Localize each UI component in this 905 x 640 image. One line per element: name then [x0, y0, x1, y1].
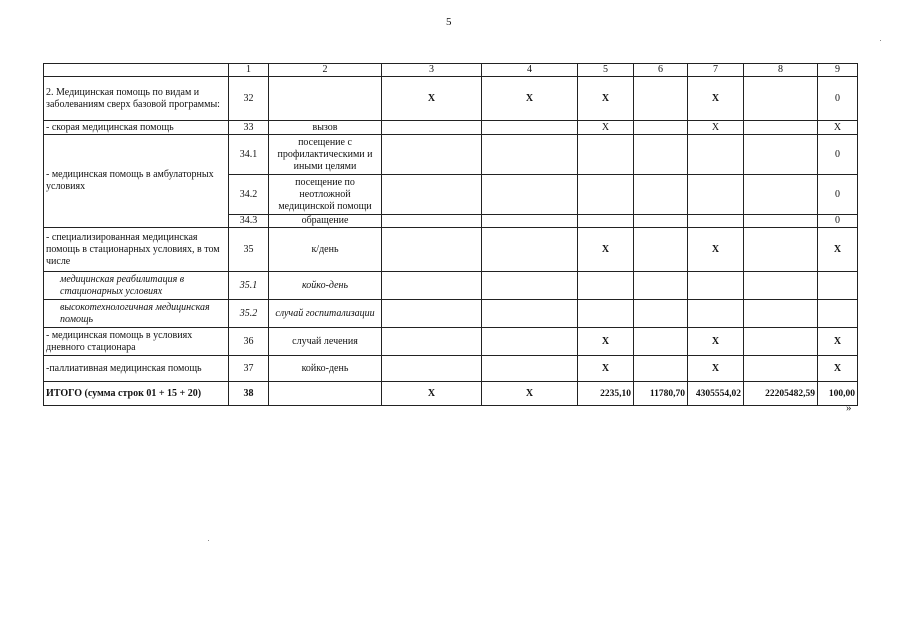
value-cell: 0	[818, 215, 858, 228]
value-cell	[634, 135, 688, 175]
row-label: высокотехнологичная медицинская помощь	[44, 300, 229, 328]
row-number: 34.3	[229, 215, 269, 228]
header-row	[44, 64, 858, 77]
unit-cell	[269, 77, 382, 121]
unit-cell: койко-день	[269, 272, 382, 300]
closing-quote: »	[846, 402, 852, 414]
row-number: 35.1	[229, 272, 269, 300]
value-cell	[634, 77, 688, 121]
value-cell	[634, 175, 688, 215]
row-number: 34.1	[229, 135, 269, 175]
total-row	[44, 382, 858, 406]
value-cell	[578, 272, 634, 300]
row-label: -паллиативная медицинская помощь	[44, 356, 229, 382]
value-cell	[744, 121, 818, 135]
value-cell	[744, 77, 818, 121]
value-cell: X	[818, 328, 858, 356]
table-row	[44, 228, 858, 272]
header-cell: 5	[578, 64, 634, 77]
value-cell: X	[688, 328, 744, 356]
row-label: - медицинская помощь в условиях дневного стационара	[44, 328, 229, 356]
value-cell	[482, 228, 578, 272]
value-cell	[818, 272, 858, 300]
row-label: 2. Медицинская помощь по видам и заболеваниям сверх базовой программы:	[44, 77, 229, 121]
row-number: 37	[229, 356, 269, 382]
unit-cell: к/день	[269, 228, 382, 272]
row-number: 32	[229, 77, 269, 121]
value-cell	[818, 300, 858, 328]
value-cell: 11780,70	[634, 382, 688, 406]
unit-cell: вызов	[269, 121, 382, 135]
value-cell	[482, 328, 578, 356]
header-cell: 3	[382, 64, 482, 77]
value-cell	[634, 272, 688, 300]
table-row	[44, 77, 858, 121]
value-cell: X	[578, 228, 634, 272]
unit-cell: посещение по неотложной медицинской помощи	[269, 175, 382, 215]
value-cell	[382, 272, 482, 300]
value-cell: 2235,10	[578, 382, 634, 406]
value-cell: X	[482, 382, 578, 406]
value-cell: X	[382, 382, 482, 406]
row-number: 35.2	[229, 300, 269, 328]
row-number: 34.2	[229, 175, 269, 215]
unit-cell: случай лечения	[269, 328, 382, 356]
value-cell	[744, 356, 818, 382]
value-cell	[382, 300, 482, 328]
unit-cell	[269, 382, 382, 406]
value-cell: X	[688, 356, 744, 382]
row-number: 35	[229, 228, 269, 272]
value-cell: 22205482,59	[744, 382, 818, 406]
value-cell	[578, 135, 634, 175]
value-cell	[634, 228, 688, 272]
table-row	[44, 300, 858, 328]
value-cell	[744, 272, 818, 300]
value-cell: X	[578, 77, 634, 121]
value-cell	[578, 175, 634, 215]
table-row	[44, 328, 858, 356]
value-cell	[578, 215, 634, 228]
value-cell	[482, 135, 578, 175]
header-cell: 2	[269, 64, 382, 77]
header-cell: 4	[482, 64, 578, 77]
value-cell	[634, 121, 688, 135]
value-cell: X	[382, 77, 482, 121]
value-cell	[634, 356, 688, 382]
value-cell	[382, 215, 482, 228]
table-row	[44, 272, 858, 300]
unit-cell: койко-день	[269, 356, 382, 382]
value-cell	[688, 135, 744, 175]
value-cell	[382, 356, 482, 382]
value-cell: 0	[818, 77, 858, 121]
row-number: 36	[229, 328, 269, 356]
value-cell: 0	[818, 175, 858, 215]
value-cell: X	[578, 356, 634, 382]
page-number: 5	[446, 16, 452, 28]
row-label: - медицинская помощь в амбулаторных условиях	[44, 135, 229, 228]
value-cell	[382, 175, 482, 215]
value-cell	[688, 272, 744, 300]
value-cell: X	[688, 77, 744, 121]
value-cell	[744, 228, 818, 272]
table-row	[44, 356, 858, 382]
value-cell: X	[578, 121, 634, 135]
header-cell: 8	[744, 64, 818, 77]
scan-speck	[208, 540, 209, 541]
value-cell	[482, 175, 578, 215]
row-label: - скорая медицинская помощь	[44, 121, 229, 135]
row-label: - специализированная медицинская помощь в стационарных условиях, в том числе	[44, 228, 229, 272]
value-cell: X	[482, 77, 578, 121]
value-cell	[634, 300, 688, 328]
value-cell	[482, 121, 578, 135]
value-cell	[634, 328, 688, 356]
value-cell	[482, 272, 578, 300]
value-cell: X	[688, 228, 744, 272]
value-cell	[688, 300, 744, 328]
value-cell	[482, 300, 578, 328]
value-cell	[744, 328, 818, 356]
value-cell	[482, 356, 578, 382]
unit-cell: посещение с профилактическими и иными целями	[269, 135, 382, 175]
value-cell: 4305554,02	[688, 382, 744, 406]
row-label: медицинская реабилитация в стационарных условиях	[44, 272, 229, 300]
table-row	[44, 135, 858, 175]
total-label: ИТОГО (сумма строк 01 + 15 + 20)	[44, 382, 229, 406]
row-number: 38	[229, 382, 269, 406]
row-number: 33	[229, 121, 269, 135]
header-cell: 9	[818, 64, 858, 77]
value-cell	[382, 328, 482, 356]
header-cell: 6	[634, 64, 688, 77]
value-cell: X	[578, 328, 634, 356]
value-cell	[382, 135, 482, 175]
scan-speck	[880, 40, 881, 41]
value-cell	[744, 175, 818, 215]
value-cell	[688, 175, 744, 215]
unit-cell: случай госпитализации	[269, 300, 382, 328]
value-cell	[578, 300, 634, 328]
table-row	[44, 121, 858, 135]
value-cell	[688, 215, 744, 228]
header-cell-empty	[44, 64, 229, 77]
value-cell	[744, 300, 818, 328]
unit-cell: обращение	[269, 215, 382, 228]
header-cell: 1	[229, 64, 269, 77]
value-cell: X	[688, 121, 744, 135]
value-cell	[634, 215, 688, 228]
value-cell: 100,00	[818, 382, 858, 406]
value-cell	[744, 135, 818, 175]
medical-care-table	[43, 63, 858, 406]
value-cell	[382, 228, 482, 272]
value-cell	[744, 215, 818, 228]
value-cell	[382, 121, 482, 135]
header-cell: 7	[688, 64, 744, 77]
value-cell: X	[818, 228, 858, 272]
value-cell: 0	[818, 135, 858, 175]
value-cell: X	[818, 121, 858, 135]
value-cell	[482, 215, 578, 228]
value-cell: X	[818, 356, 858, 382]
